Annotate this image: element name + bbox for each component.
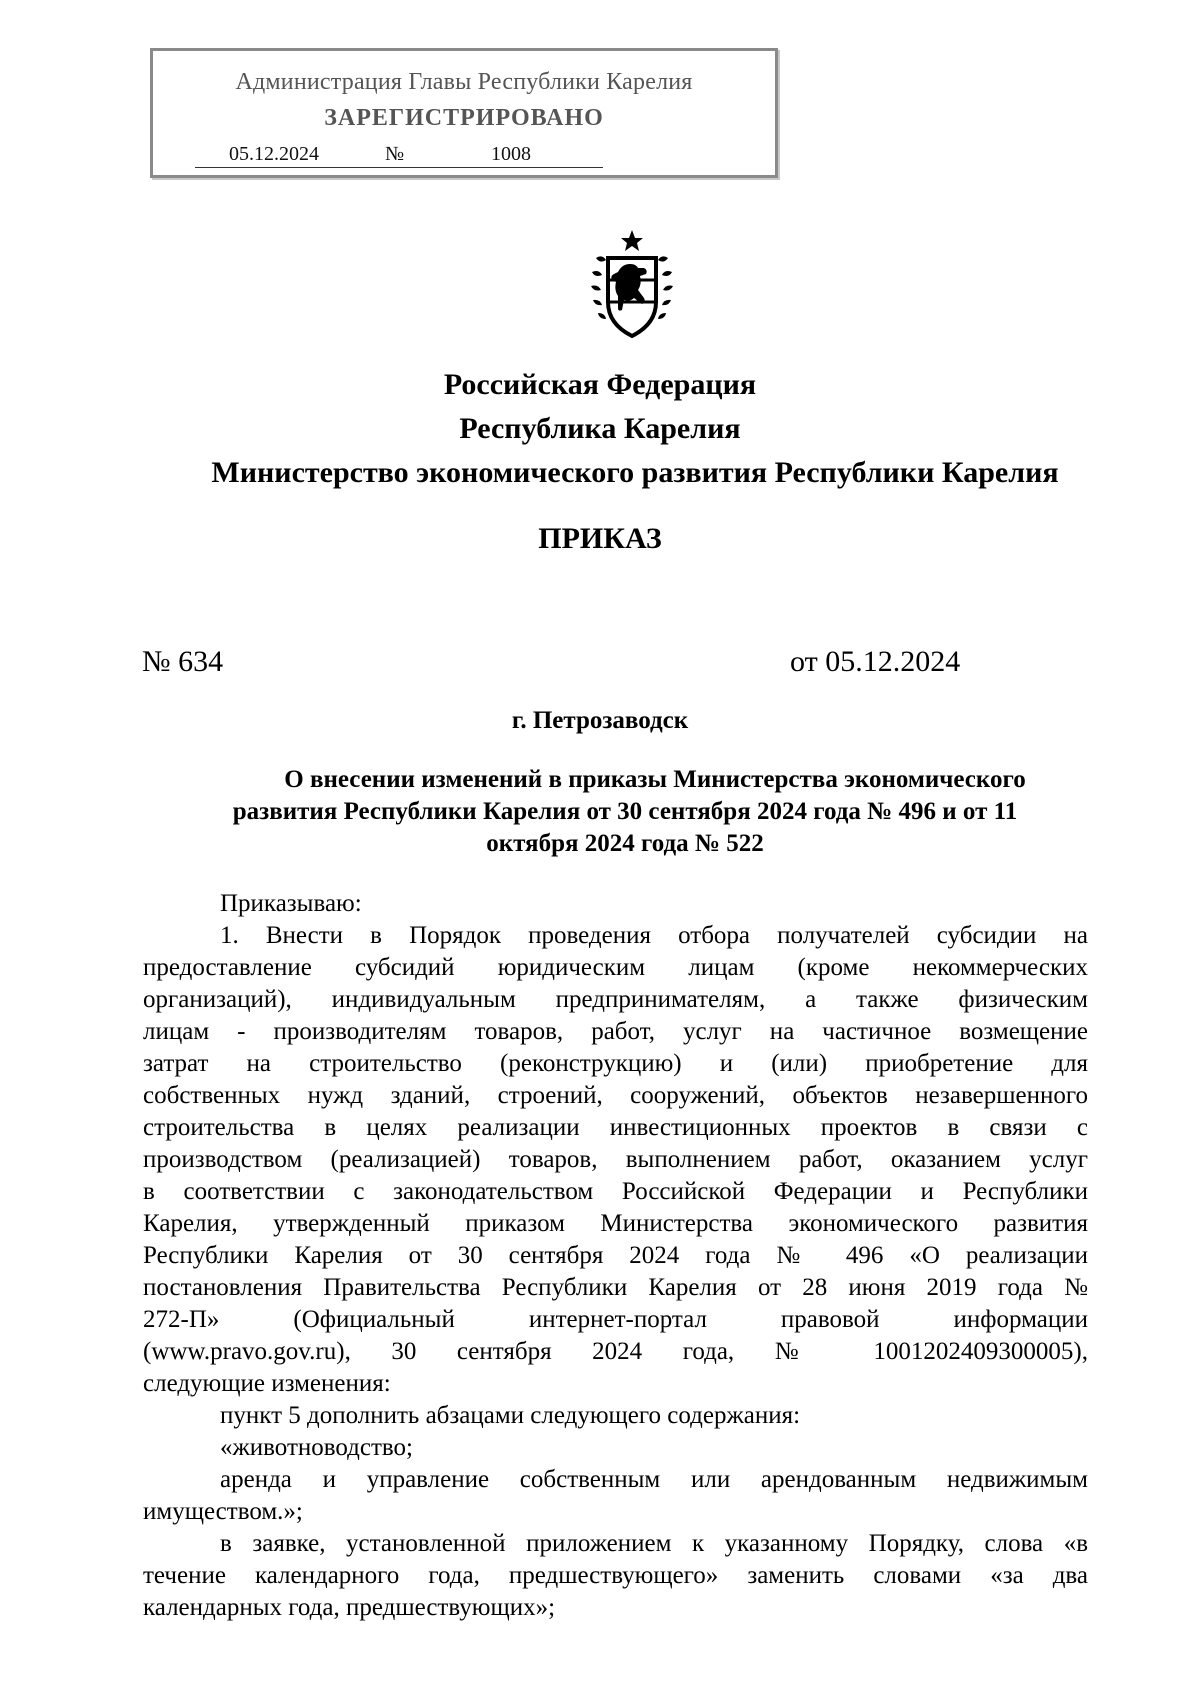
stamp-reg-date: 05.12.2024 — [229, 143, 319, 165]
body-line: лицам - производителям товаров, работ, услуг на частичное возмещение — [143, 1018, 1088, 1045]
body-line: Республики Карелия от 30 сентября 2024 года № 496 «О реализации — [143, 1242, 1088, 1269]
body-line: календарных года, предшествующих»; — [143, 1594, 556, 1621]
header-republic: Республика Карелия — [459, 412, 741, 445]
body-line: следующие изменения: — [143, 1370, 391, 1397]
body-line: собственных нужд зданий, строений, сооружений, объектов незавершенного — [143, 1082, 1088, 1109]
body-line: в соответствии с законодательством Российской Федерации и Республики — [143, 1178, 1088, 1205]
body-line: 1. Внести в Порядок проведения отбора получателей субсидии на — [220, 922, 1088, 949]
stamp-registration-line — [195, 143, 603, 168]
document-type: ПРИКАЗ — [538, 522, 662, 555]
title-line: октября 2024 года № 522 — [486, 830, 764, 857]
header-country: Российская Федерация — [443, 368, 757, 401]
header-ministry: Министерство экономического развития Республики Карелия — [211, 456, 1059, 489]
body-line: производством (реализацией) товаров, выполнением работ, оказанием услуг — [143, 1146, 1088, 1173]
body-line: строительства в целях реализации инвестиционных проектов в связи с — [143, 1114, 1088, 1141]
title-line: О внесении изменений в приказы Министерства экономического — [284, 766, 1026, 793]
body-line: организаций), индивидуальным предпринимателям, а также физическим — [143, 986, 1088, 1013]
stamp-number-sign: № — [385, 143, 405, 165]
body-line: Приказываю: — [220, 890, 362, 917]
coat-of-arms-icon — [586, 228, 678, 340]
body-line: имуществом.»; — [143, 1498, 303, 1525]
body-line: в заявке, установленной приложением к указанному Порядку, слова «в — [220, 1530, 1088, 1557]
body-line: (www.pravo.gov.ru), 30 сентября 2024 года, № 1001202409300005), — [143, 1338, 1088, 1365]
document-title — [165, 764, 1085, 860]
body-line: пункт 5 дополнить абзацами следующего содержания: — [220, 1402, 801, 1429]
stamp-authority: Администрация Главы Республики Карелия — [235, 69, 693, 95]
body-line: Карелия, утвержденный приказом Министерства экономического развития — [143, 1210, 1088, 1237]
order-number: № 634 — [142, 645, 224, 678]
body-line: постановления Правительства Республики Карелия от 28 июня 2019 года № — [143, 1274, 1088, 1301]
registration-stamp — [150, 48, 778, 178]
order-city: г. Петрозаводск — [511, 707, 689, 734]
body-line: аренда и управление собственным или арендованным недвижимым — [220, 1466, 1088, 1493]
body-line: «животноводство; — [220, 1434, 413, 1461]
body-line: 272-П» (Официальный интернет-портал правовой информации — [143, 1306, 1088, 1333]
body-line: предоставление субсидий юридическим лицам (кроме некоммерческих — [143, 954, 1088, 981]
stamp-reg-number: 1008 — [491, 143, 531, 165]
body-line: затрат на строительство (реконструкцию) и (или) приобретение для — [143, 1050, 1088, 1077]
body-line: течение календарного года, предшествующего» заменить словами «за два — [143, 1562, 1088, 1589]
document-body — [143, 888, 1088, 1624]
title-line: развития Республики Карелия от 30 сентября 2024 года № 496 и от 11 — [232, 798, 1018, 825]
stamp-status: ЗАРЕГИСТРИРОВАНО — [324, 105, 604, 131]
order-date: от 05.12.2024 — [790, 645, 961, 678]
